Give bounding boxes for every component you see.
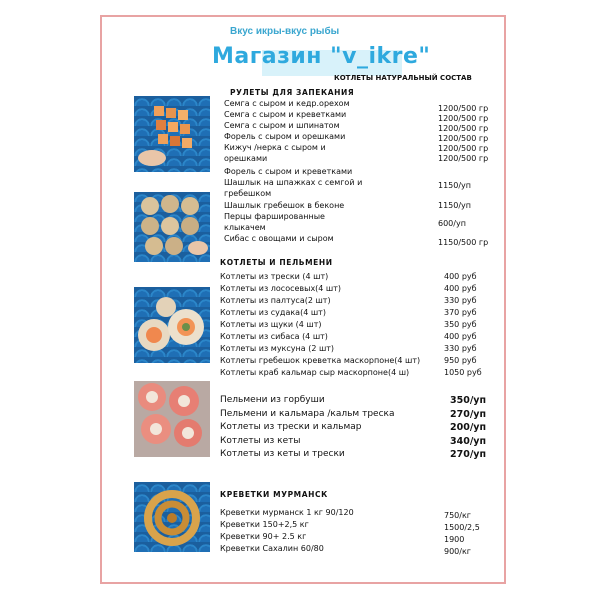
item-price: 600/уп [438, 219, 466, 228]
item-price: 370 руб [444, 308, 477, 317]
item-price: 950 руб [444, 356, 477, 365]
item-price: 400 руб [444, 284, 477, 293]
list-item: Семга с сыром и кедр.орехом [224, 99, 350, 108]
item-price: 340/уп [450, 436, 487, 447]
item-price: 1200/500 гр [438, 124, 489, 133]
item-price: 400 руб [444, 332, 477, 341]
list-item: орешками [224, 154, 268, 163]
list-item: Форель с сыром и креветками [224, 167, 353, 176]
item-price: 1200/500 гр [438, 154, 489, 163]
list-item: Креветки мурманск 1 кг 90/120 [220, 508, 354, 517]
item-price: 330 руб [444, 296, 477, 305]
item-price: 1200/500 гр [438, 144, 489, 153]
item-price: 750/кг [444, 511, 471, 520]
cutlets-heading: КОТЛЕТЫ И ПЕЛЬМЕНИ [220, 258, 333, 267]
item-price: 330 руб [444, 344, 477, 353]
list-item: Кижуч /нерка с сыром и [224, 143, 326, 152]
salmon-rolls-photo [134, 381, 210, 457]
list-item: Котлеты из кеты и трески [220, 449, 345, 459]
scallop-bacon-photo [134, 192, 210, 262]
tagline: Вкус икры-вкус рыбы [230, 26, 340, 37]
list-item: Семга с сыром и шпинатом [224, 121, 340, 130]
rolls-skewers-photo [134, 96, 210, 172]
shrimp-heading: КРЕВЕТКИ МУРМАНСК [220, 490, 328, 499]
list-item: Котлеты из палтуса(2 шт) [220, 296, 331, 305]
list-item: Сибас с овощами и сыром [224, 234, 334, 243]
list-item: Креветки 150+2,5 кг [220, 520, 309, 529]
list-item: Креветки Сахалин 60/80 [220, 544, 324, 553]
list-item: гребешком [224, 189, 272, 198]
item-price: 400 руб [444, 272, 477, 281]
item-price: 900/кг [444, 547, 471, 556]
subtitle: КОТЛЕТЫ НАТУРАЛЬНЫЙ СОСТАВ [334, 74, 472, 82]
item-price: 1150/уп [438, 201, 472, 210]
list-item: Котлеты из трески (4 шт) [220, 272, 329, 281]
list-item: клыкачем [224, 223, 266, 232]
rolls-heading: РУЛЕТЫ ДЛЯ ЗАПЕКАНИЯ [230, 88, 355, 97]
title-block [212, 44, 430, 69]
list-item: Пельмени и кальмара /кальм треска [220, 409, 395, 419]
list-item: Пельмени из горбуши [220, 395, 325, 405]
item-price: 1150/уп [438, 181, 472, 190]
list-item: Шашлык гребешок в беконе [224, 201, 345, 210]
list-item: Котлеты из щуки (4 шт) [220, 320, 322, 329]
list-item: Котлеты из сибаса (4 шт) [220, 332, 328, 341]
item-price: 350 руб [444, 320, 477, 329]
list-item: Семга с сыром и креветками [224, 110, 347, 119]
list-item: Котлеты из судака(4 шт) [220, 308, 326, 317]
list-item: Креветки 90+ 2.5 кг [220, 532, 307, 541]
page-title: Магазин "v_ikre" [212, 44, 431, 69]
item-price: 200/уп [450, 422, 487, 433]
list-item: Шашлык на шпажках с семгой и [224, 178, 363, 187]
item-price: 350/уп [450, 395, 487, 406]
item-price: 270/уп [450, 409, 487, 420]
list-item: Котлеты из трески и кальмар [220, 422, 362, 432]
list-item: Перцы фаршированные [224, 212, 325, 221]
fish-cutlet-rolls-photo [134, 287, 210, 363]
list-item: Котлеты гребешок креветка маскорпоне(4 шт) [220, 356, 421, 365]
item-price: 1200/500 гр [438, 114, 489, 123]
item-price: 1500/2,5 [444, 523, 480, 532]
item-price: 1900 [444, 535, 465, 544]
item-price: 1200/500 гр [438, 104, 489, 113]
item-price: 1150/500 гр [438, 238, 489, 247]
item-price: 270/уп [450, 449, 487, 460]
item-price: 1050 руб [444, 368, 482, 377]
shrimp-photo [134, 482, 210, 552]
item-price: 1200/500 гр [438, 134, 489, 143]
list-item: Котлеты из лососевых(4 шт) [220, 284, 342, 293]
list-item: Форель с сыром и орешками [224, 132, 346, 141]
list-item: Котлеты краб кальмар сыр маскорпоне(4 ш) [220, 368, 410, 377]
list-item: Котлеты из кеты [220, 436, 301, 446]
list-item: Котлеты из муксуна (2 шт) [220, 344, 335, 353]
